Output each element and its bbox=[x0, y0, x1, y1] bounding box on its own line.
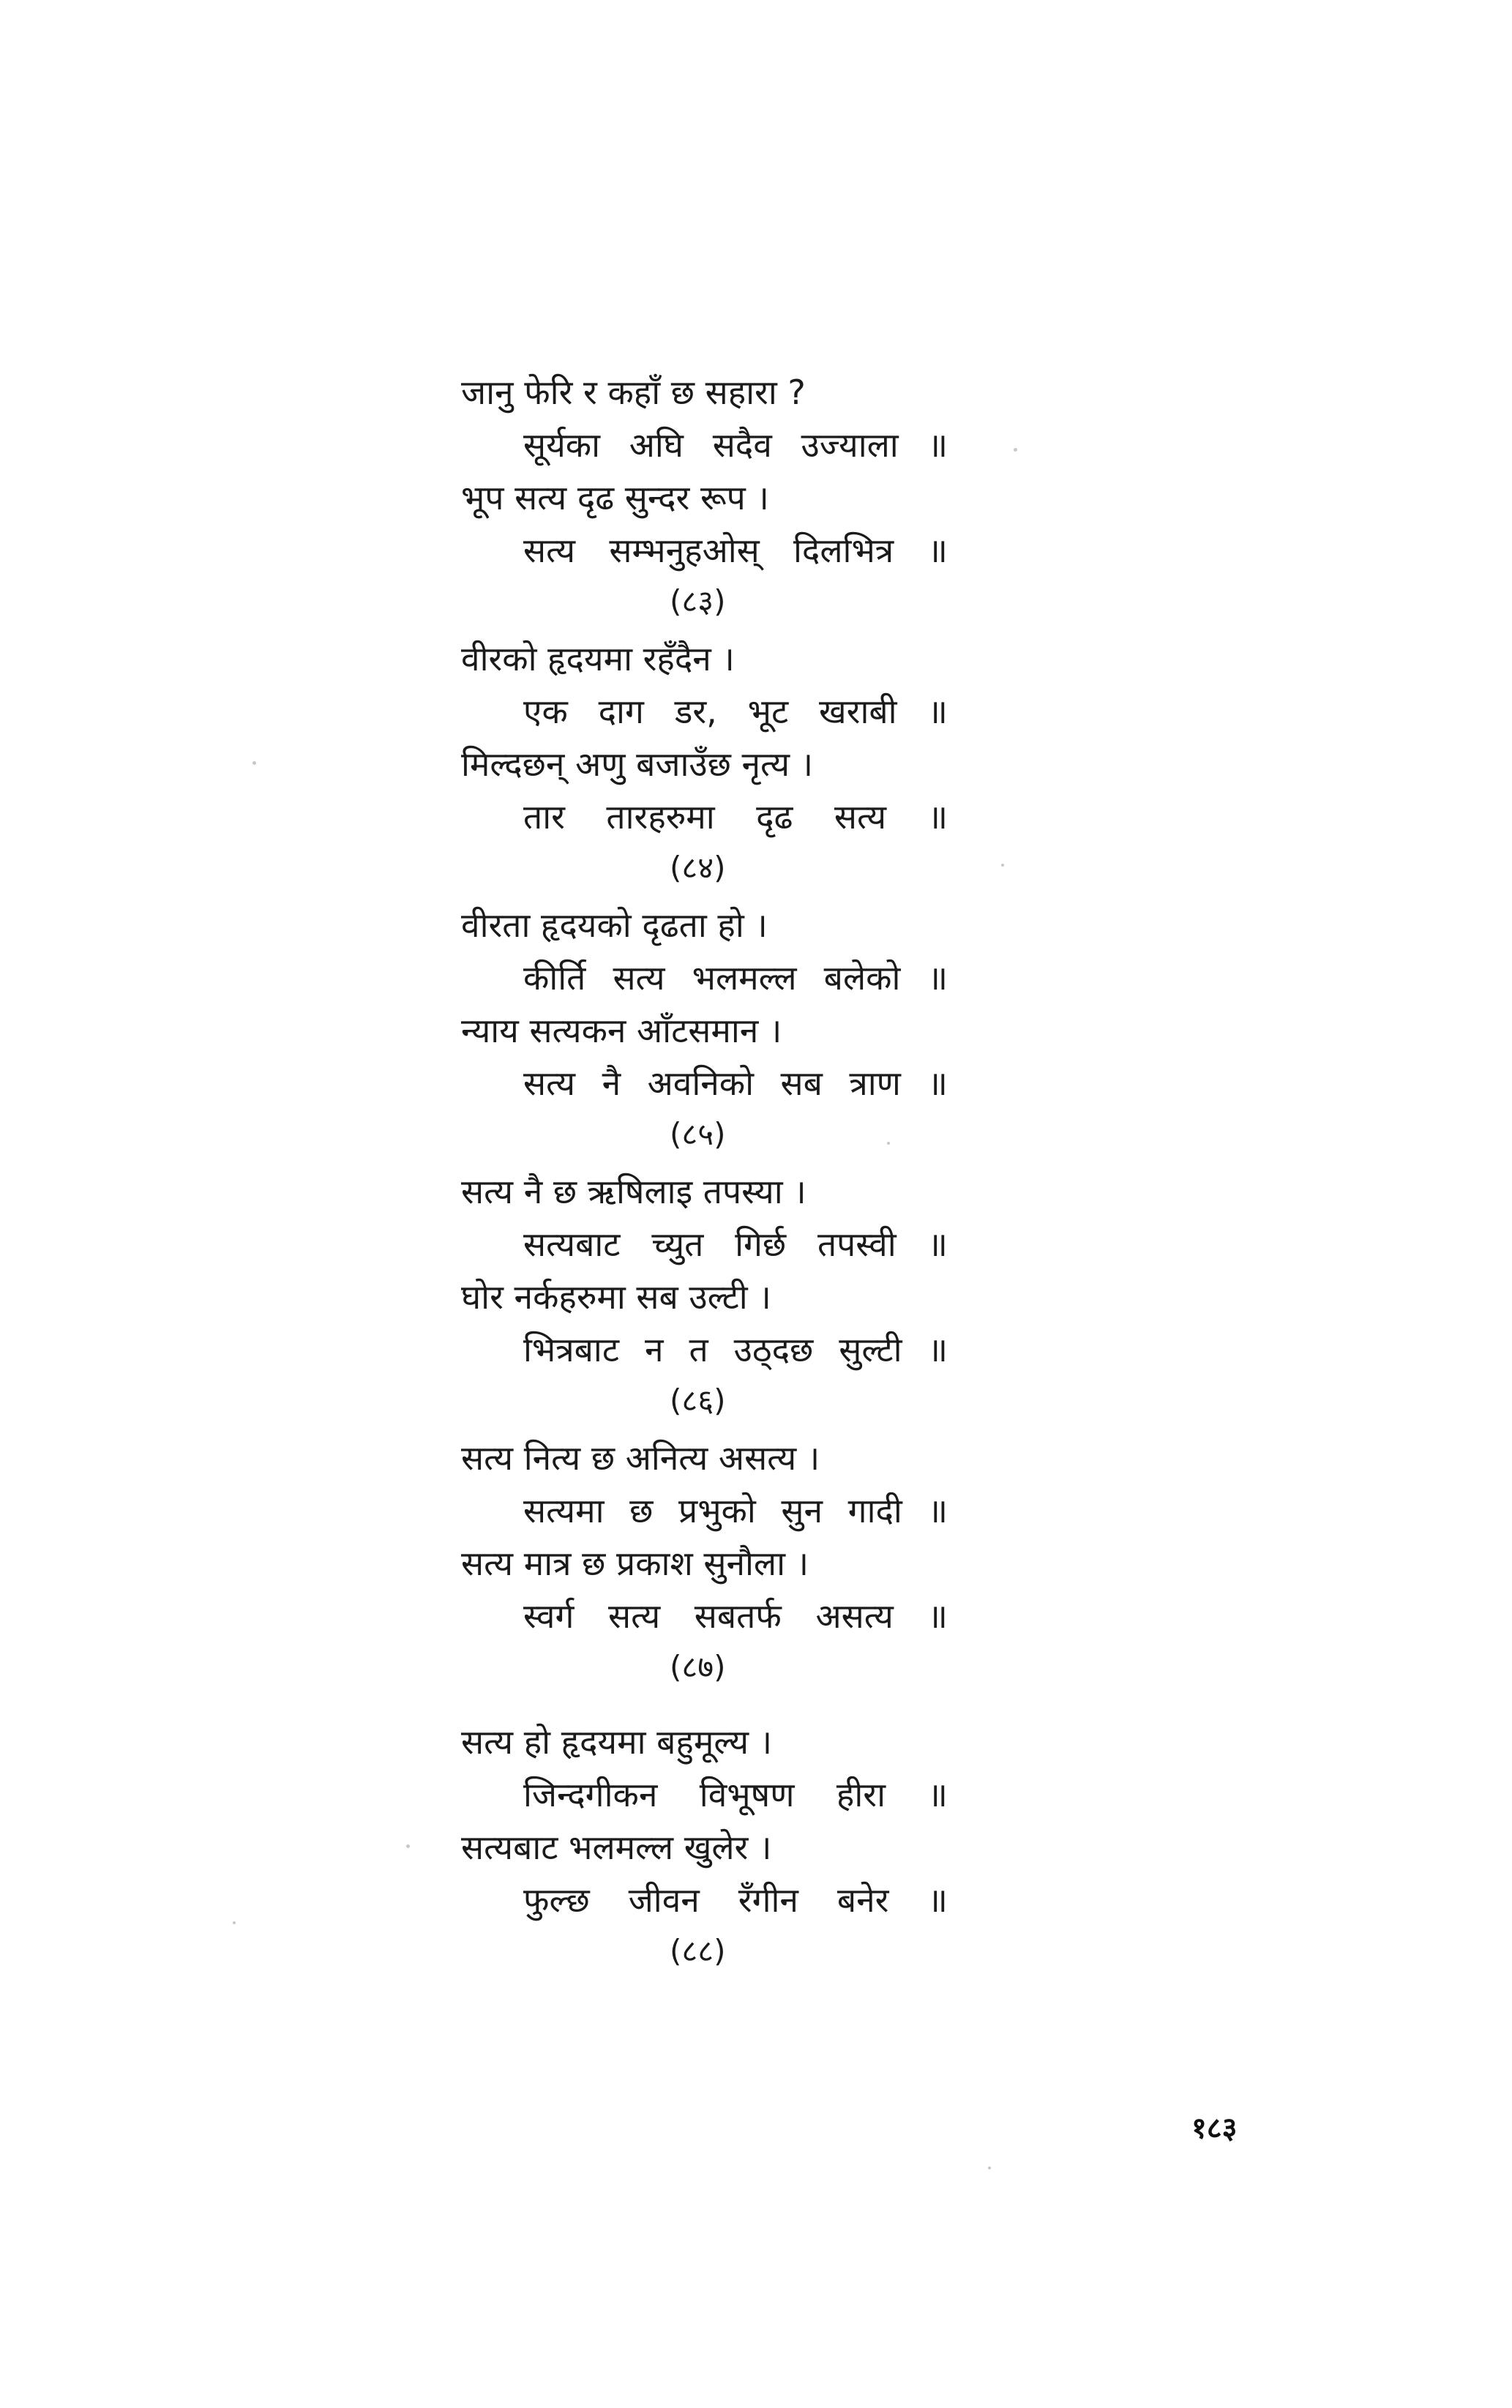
scan-speck bbox=[988, 2166, 991, 2169]
verse-number: (८७) bbox=[670, 1649, 726, 1685]
stanza bbox=[461, 1165, 1017, 1426]
verse-line: न्याय सत्यकन आँटसमान । bbox=[461, 1011, 782, 1050]
verse-number: (८५) bbox=[670, 1116, 726, 1152]
verse-line: वीरको हृदयमा रहँदैन । bbox=[461, 639, 735, 678]
scan-speck bbox=[1001, 864, 1004, 867]
verse-line: एक दाग डर, भूट खराबी ॥ bbox=[523, 692, 948, 731]
verse-line: फुल्छ जीवन रँगीन बनेर ॥ bbox=[523, 1880, 948, 1920]
verse-line: मिल्दछन् अणु बजाउँछ नृत्य । bbox=[461, 744, 814, 784]
verse-line: सूर्यका अघि सदैव उज्याला ॥ bbox=[523, 425, 948, 465]
scan-speck bbox=[1014, 448, 1017, 452]
scan-speck bbox=[252, 761, 256, 765]
verse-line: भित्रबाट न त उठ्दछ सुल्टी ॥ bbox=[523, 1330, 948, 1369]
stanza bbox=[461, 899, 1017, 1159]
verse-line: सत्य हो हृदयमा बहुमूल्य । bbox=[461, 1722, 773, 1762]
stanza bbox=[461, 366, 1017, 627]
stanza bbox=[461, 632, 1017, 893]
verse-line: कीर्ति सत्य भलमल्ल बलेको ॥ bbox=[523, 958, 948, 998]
verse-line: सत्य नै अवनिको सब त्राण ॥ bbox=[523, 1063, 948, 1103]
verse-line: सत्य सम्भनुहओस् दिलभित्र ॥ bbox=[523, 531, 948, 570]
verse-line: सत्यमा छ प्रभुको सुन गादी ॥ bbox=[523, 1491, 948, 1530]
verse-line: भूप सत्य दृढ सुन्दर रूप । bbox=[461, 478, 769, 517]
verse-number: (८६) bbox=[670, 1383, 726, 1418]
verse-line: सत्य नै छ ऋषिलाइ तपस्या । bbox=[461, 1172, 806, 1211]
verse-line: सत्यबाट च्युत गिर्छ तपस्वी ॥ bbox=[523, 1224, 948, 1264]
verse-line: घोर नर्कहरुमा सब उल्टी । bbox=[461, 1277, 771, 1317]
stanza bbox=[461, 1716, 1017, 1976]
poem-block bbox=[461, 366, 1017, 1982]
verse-line: सत्यबाट भलमल्ल खुलेर । bbox=[461, 1828, 772, 1867]
verse-line: तार तारहरुमा दृढ सत्य ॥ bbox=[523, 797, 948, 837]
verse-line: सत्य मात्र छ प्रकाश सुनौला । bbox=[461, 1544, 809, 1583]
scan-speck bbox=[887, 1142, 890, 1145]
scan-speck bbox=[233, 1921, 236, 1924]
verse-number: (८३) bbox=[670, 583, 726, 619]
verse-line: जानु फेरि र कहाँ छ सहारा ? bbox=[461, 373, 806, 412]
verse-number: (८८) bbox=[670, 1933, 726, 1969]
verse-line: जिन्दगीकन विभूषण हीरा ॥ bbox=[523, 1775, 948, 1814]
verse-line: वीरता हृदयको दृढता हो । bbox=[461, 905, 768, 945]
scan-speck bbox=[406, 1844, 410, 1848]
verse-line: सत्य नित्य छ अनित्य असत्य । bbox=[461, 1438, 820, 1478]
stanza bbox=[461, 1432, 1017, 1692]
verse-number: (८४) bbox=[670, 850, 726, 886]
verse-line: स्वर्ग सत्य सबतर्फ असत्य ॥ bbox=[523, 1596, 948, 1636]
page-number: १८३ bbox=[1191, 2112, 1238, 2145]
